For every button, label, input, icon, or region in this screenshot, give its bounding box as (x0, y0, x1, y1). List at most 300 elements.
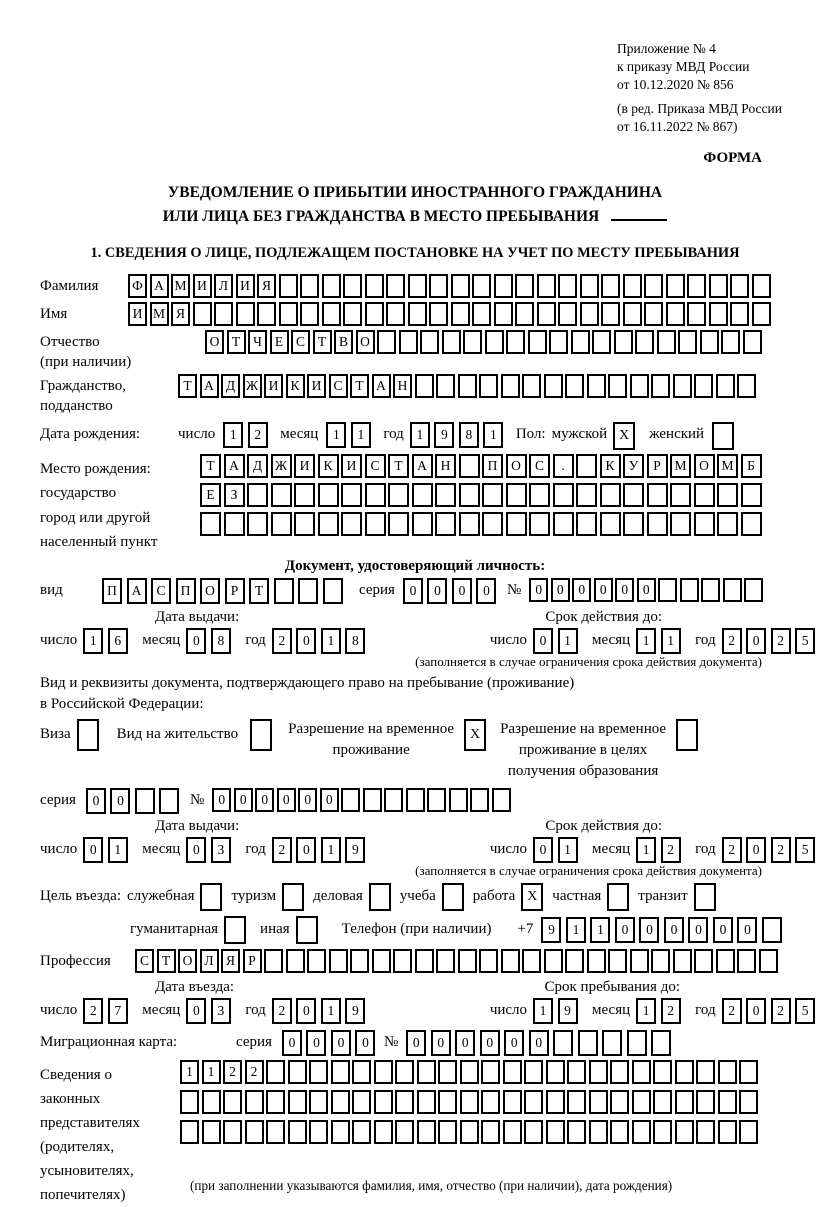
char-cell[interactable] (485, 330, 504, 354)
char-cell[interactable]: 1 (590, 917, 610, 943)
char-cell[interactable] (576, 512, 597, 536)
char-cell[interactable] (451, 302, 470, 326)
char-cell[interactable] (644, 302, 663, 326)
char-cell[interactable]: С (329, 374, 348, 398)
char-cell[interactable]: Д (221, 374, 240, 398)
char-cell[interactable] (460, 1120, 479, 1144)
char-cell[interactable]: 0 (476, 578, 496, 604)
char-cell[interactable]: А (200, 374, 219, 398)
char-cell[interactable]: 0 (298, 788, 317, 812)
char-cell[interactable]: 0 (186, 628, 206, 654)
char-cell[interactable]: 2 (245, 1060, 264, 1084)
char-cell[interactable]: 2 (722, 837, 742, 863)
char-cell[interactable] (587, 949, 606, 973)
char-cell[interactable] (737, 374, 756, 398)
char-cell[interactable] (365, 512, 386, 536)
char-cell[interactable] (522, 374, 541, 398)
char-cell[interactable] (701, 578, 720, 602)
char-cell[interactable]: 0 (713, 917, 733, 943)
char-cell[interactable] (589, 1060, 608, 1084)
char-cell[interactable]: 2 (722, 628, 742, 654)
char-cell[interactable]: Т (249, 578, 269, 604)
char-cell[interactable] (352, 1120, 371, 1144)
char-cell[interactable] (384, 788, 403, 812)
char-cell[interactable]: 1 (351, 422, 371, 448)
char-cell[interactable] (386, 302, 405, 326)
char-cell[interactable] (506, 330, 525, 354)
char-cell[interactable]: Л (200, 949, 219, 973)
char-cell[interactable] (670, 483, 691, 507)
char-cell[interactable] (501, 949, 520, 973)
char-cell[interactable]: 5 (795, 628, 815, 654)
char-cell[interactable] (279, 274, 298, 298)
char-cell[interactable] (558, 274, 577, 298)
char-cell[interactable]: 1 (180, 1060, 199, 1084)
char-cell[interactable] (214, 302, 233, 326)
char-cell[interactable] (567, 1120, 586, 1144)
char-cell[interactable] (741, 483, 762, 507)
char-cell[interactable]: 1 (566, 917, 586, 943)
char-cell[interactable]: 2 (771, 628, 791, 654)
char-cell[interactable]: А (150, 274, 169, 298)
char-cell[interactable]: 7 (108, 998, 128, 1024)
char-cell[interactable] (435, 512, 456, 536)
char-cell[interactable]: 2 (771, 837, 791, 863)
char-cell[interactable]: 1 (202, 1060, 221, 1084)
char-cell[interactable]: 0 (637, 578, 656, 602)
char-cell[interactable]: 2 (272, 837, 292, 863)
char-cell[interactable] (341, 512, 362, 536)
char-cell[interactable] (553, 483, 574, 507)
char-cell[interactable]: И (193, 274, 212, 298)
char-cell[interactable] (589, 1120, 608, 1144)
char-cell[interactable]: 0 (504, 1030, 524, 1056)
char-cell[interactable] (739, 1120, 758, 1144)
char-cell[interactable]: 0 (594, 578, 613, 602)
char-cell[interactable]: 0 (296, 628, 316, 654)
char-cell[interactable] (718, 1060, 737, 1084)
char-cell[interactable] (372, 949, 391, 973)
char-cell[interactable] (494, 302, 513, 326)
char-cell[interactable] (180, 1090, 199, 1114)
char-cell[interactable]: 1 (533, 998, 553, 1024)
char-cell[interactable] (245, 1090, 264, 1114)
char-cell[interactable] (529, 483, 550, 507)
char-cell[interactable] (694, 512, 715, 536)
char-cell[interactable] (608, 949, 627, 973)
char-cell[interactable] (435, 483, 456, 507)
char-cell[interactable]: С (365, 454, 386, 478)
char-cell[interactable] (224, 512, 245, 536)
char-cell[interactable] (481, 1120, 500, 1144)
char-cell[interactable] (463, 330, 482, 354)
char-cell[interactable] (653, 1120, 672, 1144)
char-cell[interactable] (323, 578, 343, 604)
char-cell[interactable] (610, 1060, 629, 1084)
char-cell[interactable] (694, 949, 713, 973)
char-cell[interactable]: З (224, 483, 245, 507)
char-cell[interactable]: 0 (746, 998, 766, 1024)
char-cell[interactable] (412, 483, 433, 507)
char-cell[interactable] (524, 1090, 543, 1114)
char-cell[interactable]: Т (157, 949, 176, 973)
char-cell[interactable]: 1 (321, 998, 341, 1024)
char-cell[interactable]: 2 (661, 837, 681, 863)
char-cell[interactable] (438, 1120, 457, 1144)
char-cell[interactable] (352, 1060, 371, 1084)
char-cell[interactable]: О (694, 454, 715, 478)
char-cell[interactable]: 1 (410, 422, 430, 448)
char-cell[interactable]: А (412, 454, 433, 478)
char-cell[interactable] (408, 302, 427, 326)
char-cell[interactable]: 0 (255, 788, 274, 812)
char-cell[interactable] (700, 330, 719, 354)
char-cell[interactable] (592, 330, 611, 354)
char-cell[interactable]: 0 (296, 837, 316, 863)
char-cell[interactable] (460, 1090, 479, 1114)
char-cell[interactable] (459, 512, 480, 536)
char-cell[interactable] (630, 949, 649, 973)
char-cell[interactable]: П (176, 578, 196, 604)
char-cell[interactable]: 0 (427, 578, 447, 604)
char-cell[interactable]: С (151, 578, 171, 604)
char-cell[interactable] (623, 483, 644, 507)
char-cell[interactable]: 2 (248, 422, 268, 448)
char-cell[interactable]: 2 (272, 628, 292, 654)
char-cell[interactable] (627, 1030, 647, 1056)
char-cell[interactable] (587, 374, 606, 398)
char-cell[interactable]: А (372, 374, 391, 398)
char-cell[interactable] (718, 1120, 737, 1144)
char-cell[interactable] (675, 1120, 694, 1144)
purpose-humanitarian-checkbox[interactable] (224, 916, 246, 944)
char-cell[interactable] (696, 1060, 715, 1084)
char-cell[interactable]: 9 (558, 998, 578, 1024)
char-cell[interactable] (395, 1120, 414, 1144)
char-cell[interactable]: К (318, 454, 339, 478)
char-cell[interactable]: Ж (271, 454, 292, 478)
char-cell[interactable] (567, 1060, 586, 1084)
char-cell[interactable] (506, 483, 527, 507)
char-cell[interactable]: А (224, 454, 245, 478)
char-cell[interactable]: О (356, 330, 375, 354)
char-cell[interactable] (307, 949, 326, 973)
char-cell[interactable] (318, 483, 339, 507)
char-cell[interactable] (687, 274, 706, 298)
char-cell[interactable]: О (205, 330, 224, 354)
char-cell[interactable] (352, 1090, 371, 1114)
char-cell[interactable] (300, 302, 319, 326)
char-cell[interactable]: 0 (529, 578, 548, 602)
purpose-study-checkbox[interactable] (442, 883, 464, 911)
char-cell[interactable] (481, 1060, 500, 1084)
char-cell[interactable] (309, 1060, 328, 1084)
char-cell[interactable] (716, 374, 735, 398)
char-cell[interactable]: Ч (248, 330, 267, 354)
char-cell[interactable]: 0 (403, 578, 423, 604)
char-cell[interactable] (417, 1120, 436, 1144)
char-cell[interactable]: 2 (223, 1060, 242, 1084)
char-cell[interactable]: 0 (533, 628, 553, 654)
char-cell[interactable] (644, 274, 663, 298)
char-cell[interactable] (298, 578, 318, 604)
char-cell[interactable]: 0 (277, 788, 296, 812)
char-cell[interactable]: 0 (551, 578, 570, 602)
char-cell[interactable]: 0 (688, 917, 708, 943)
char-cell[interactable]: О (506, 454, 527, 478)
char-cell[interactable] (459, 454, 480, 478)
char-cell[interactable] (288, 1060, 307, 1084)
char-cell[interactable] (752, 274, 771, 298)
char-cell[interactable]: 1 (108, 837, 128, 863)
char-cell[interactable] (438, 1060, 457, 1084)
char-cell[interactable] (494, 274, 513, 298)
char-cell[interactable] (135, 788, 155, 814)
char-cell[interactable]: Я (257, 274, 276, 298)
char-cell[interactable]: 0 (186, 837, 206, 863)
char-cell[interactable] (223, 1120, 242, 1144)
char-cell[interactable] (601, 274, 620, 298)
char-cell[interactable] (576, 483, 597, 507)
char-cell[interactable] (271, 483, 292, 507)
char-cell[interactable] (673, 949, 692, 973)
char-cell[interactable]: 0 (529, 1030, 549, 1056)
char-cell[interactable]: М (171, 274, 190, 298)
char-cell[interactable] (651, 949, 670, 973)
gender-female-checkbox[interactable] (712, 422, 734, 450)
char-cell[interactable] (266, 1090, 285, 1114)
char-cell[interactable] (200, 512, 221, 536)
char-cell[interactable] (632, 1060, 651, 1084)
char-cell[interactable] (673, 374, 692, 398)
char-cell[interactable]: 3 (211, 998, 231, 1024)
char-cell[interactable]: С (529, 454, 550, 478)
char-cell[interactable]: Т (350, 374, 369, 398)
char-cell[interactable]: 1 (558, 628, 578, 654)
char-cell[interactable]: О (178, 949, 197, 973)
char-cell[interactable] (365, 302, 384, 326)
char-cell[interactable]: 0 (746, 837, 766, 863)
char-cell[interactable] (322, 274, 341, 298)
char-cell[interactable]: Л (214, 274, 233, 298)
char-cell[interactable] (492, 788, 511, 812)
char-cell[interactable] (429, 302, 448, 326)
char-cell[interactable]: Е (200, 483, 221, 507)
char-cell[interactable] (565, 949, 584, 973)
char-cell[interactable] (472, 274, 491, 298)
char-cell[interactable] (578, 1030, 598, 1056)
char-cell[interactable] (647, 483, 668, 507)
char-cell[interactable] (558, 302, 577, 326)
char-cell[interactable] (417, 1060, 436, 1084)
char-cell[interactable] (524, 1120, 543, 1144)
char-cell[interactable] (694, 374, 713, 398)
char-cell[interactable] (288, 1120, 307, 1144)
char-cell[interactable] (427, 788, 446, 812)
char-cell[interactable]: 0 (282, 1030, 302, 1056)
char-cell[interactable] (438, 1090, 457, 1114)
char-cell[interactable] (723, 578, 742, 602)
char-cell[interactable] (294, 512, 315, 536)
char-cell[interactable]: 0 (212, 788, 231, 812)
char-cell[interactable]: Т (313, 330, 332, 354)
char-cell[interactable] (524, 1060, 543, 1084)
char-cell[interactable]: И (236, 274, 255, 298)
char-cell[interactable]: 0 (533, 837, 553, 863)
gender-male-checkbox[interactable]: X (613, 422, 635, 450)
char-cell[interactable] (202, 1120, 221, 1144)
char-cell[interactable]: 5 (795, 837, 815, 863)
char-cell[interactable] (709, 302, 728, 326)
char-cell[interactable] (653, 1090, 672, 1114)
char-cell[interactable]: Т (227, 330, 246, 354)
char-cell[interactable]: 1 (83, 628, 103, 654)
char-cell[interactable] (341, 788, 360, 812)
char-cell[interactable]: 9 (345, 998, 365, 1024)
char-cell[interactable] (236, 302, 255, 326)
char-cell[interactable] (600, 483, 621, 507)
char-cell[interactable] (266, 1060, 285, 1084)
char-cell[interactable] (377, 330, 396, 354)
char-cell[interactable] (481, 1090, 500, 1114)
char-cell[interactable] (479, 949, 498, 973)
char-cell[interactable]: 5 (795, 998, 815, 1024)
char-cell[interactable] (608, 374, 627, 398)
char-cell[interactable] (503, 1060, 522, 1084)
char-cell[interactable]: П (102, 578, 122, 604)
char-cell[interactable] (460, 1060, 479, 1084)
char-cell[interactable] (739, 1090, 758, 1114)
char-cell[interactable]: Я (171, 302, 190, 326)
char-cell[interactable]: П (482, 454, 503, 478)
char-cell[interactable]: 0 (331, 1030, 351, 1056)
char-cell[interactable]: 1 (326, 422, 346, 448)
char-cell[interactable] (675, 1090, 694, 1114)
char-cell[interactable] (580, 302, 599, 326)
char-cell[interactable] (363, 788, 382, 812)
char-cell[interactable]: 0 (83, 837, 103, 863)
char-cell[interactable] (696, 1090, 715, 1114)
char-cell[interactable]: 0 (86, 788, 106, 814)
char-cell[interactable]: 0 (110, 788, 130, 814)
char-cell[interactable] (245, 1120, 264, 1144)
char-cell[interactable] (589, 1090, 608, 1114)
char-cell[interactable]: 2 (771, 998, 791, 1024)
char-cell[interactable] (549, 330, 568, 354)
char-cell[interactable] (752, 302, 771, 326)
char-cell[interactable]: 6 (108, 628, 128, 654)
char-cell[interactable] (266, 1120, 285, 1144)
char-cell[interactable]: 0 (431, 1030, 451, 1056)
char-cell[interactable] (386, 274, 405, 298)
char-cell[interactable]: О (200, 578, 220, 604)
char-cell[interactable]: 0 (234, 788, 253, 812)
char-cell[interactable]: 8 (211, 628, 231, 654)
char-cell[interactable] (343, 302, 362, 326)
purpose-transit-checkbox[interactable] (694, 883, 716, 911)
char-cell[interactable]: И (294, 454, 315, 478)
char-cell[interactable] (393, 949, 412, 973)
char-cell[interactable] (567, 1090, 586, 1114)
char-cell[interactable]: Р (243, 949, 262, 973)
char-cell[interactable] (472, 302, 491, 326)
char-cell[interactable] (678, 330, 697, 354)
char-cell[interactable]: 2 (661, 998, 681, 1024)
char-cell[interactable] (202, 1090, 221, 1114)
char-cell[interactable] (365, 274, 384, 298)
char-cell[interactable] (395, 1060, 414, 1084)
char-cell[interactable] (365, 483, 386, 507)
char-cell[interactable] (717, 483, 738, 507)
char-cell[interactable]: М (150, 302, 169, 326)
char-cell[interactable]: 1 (321, 837, 341, 863)
char-cell[interactable] (632, 1090, 651, 1114)
char-cell[interactable] (309, 1120, 328, 1144)
char-cell[interactable] (651, 374, 670, 398)
char-cell[interactable] (429, 274, 448, 298)
char-cell[interactable] (657, 330, 676, 354)
char-cell[interactable] (571, 330, 590, 354)
char-cell[interactable] (436, 374, 455, 398)
char-cell[interactable]: И (341, 454, 362, 478)
char-cell[interactable] (635, 330, 654, 354)
char-cell[interactable]: 9 (541, 917, 561, 943)
char-cell[interactable] (318, 512, 339, 536)
char-cell[interactable] (546, 1090, 565, 1114)
char-cell[interactable] (322, 302, 341, 326)
char-cell[interactable]: 1 (661, 628, 681, 654)
char-cell[interactable] (257, 302, 276, 326)
char-cell[interactable]: 0 (737, 917, 757, 943)
char-cell[interactable] (415, 949, 434, 973)
char-cell[interactable]: 1 (558, 837, 578, 863)
char-cell[interactable] (374, 1060, 393, 1084)
char-cell[interactable] (623, 512, 644, 536)
char-cell[interactable] (528, 330, 547, 354)
char-cell[interactable] (223, 1090, 242, 1114)
char-cell[interactable]: 1 (636, 998, 656, 1024)
purpose-business-checkbox[interactable] (200, 883, 222, 911)
char-cell[interactable]: 0 (480, 1030, 500, 1056)
char-cell[interactable] (388, 512, 409, 536)
char-cell[interactable] (350, 949, 369, 973)
temp-residence-edu-checkbox[interactable] (676, 719, 698, 751)
char-cell[interactable]: И (128, 302, 147, 326)
char-cell[interactable] (458, 374, 477, 398)
char-cell[interactable] (309, 1090, 328, 1114)
char-cell[interactable] (479, 374, 498, 398)
char-cell[interactable]: 0 (615, 578, 634, 602)
char-cell[interactable] (537, 302, 556, 326)
char-cell[interactable] (415, 374, 434, 398)
char-cell[interactable] (515, 302, 534, 326)
char-cell[interactable]: К (600, 454, 621, 478)
char-cell[interactable] (417, 1090, 436, 1114)
char-cell[interactable] (623, 274, 642, 298)
char-cell[interactable] (399, 330, 418, 354)
char-cell[interactable] (762, 917, 782, 943)
char-cell[interactable]: 0 (186, 998, 206, 1024)
char-cell[interactable] (374, 1090, 393, 1114)
char-cell[interactable]: 2 (722, 998, 742, 1024)
char-cell[interactable] (544, 949, 563, 973)
char-cell[interactable] (331, 1090, 350, 1114)
char-cell[interactable] (506, 512, 527, 536)
char-cell[interactable] (529, 512, 550, 536)
char-cell[interactable] (600, 512, 621, 536)
char-cell[interactable] (374, 1120, 393, 1144)
char-cell[interactable]: 0 (452, 578, 472, 604)
